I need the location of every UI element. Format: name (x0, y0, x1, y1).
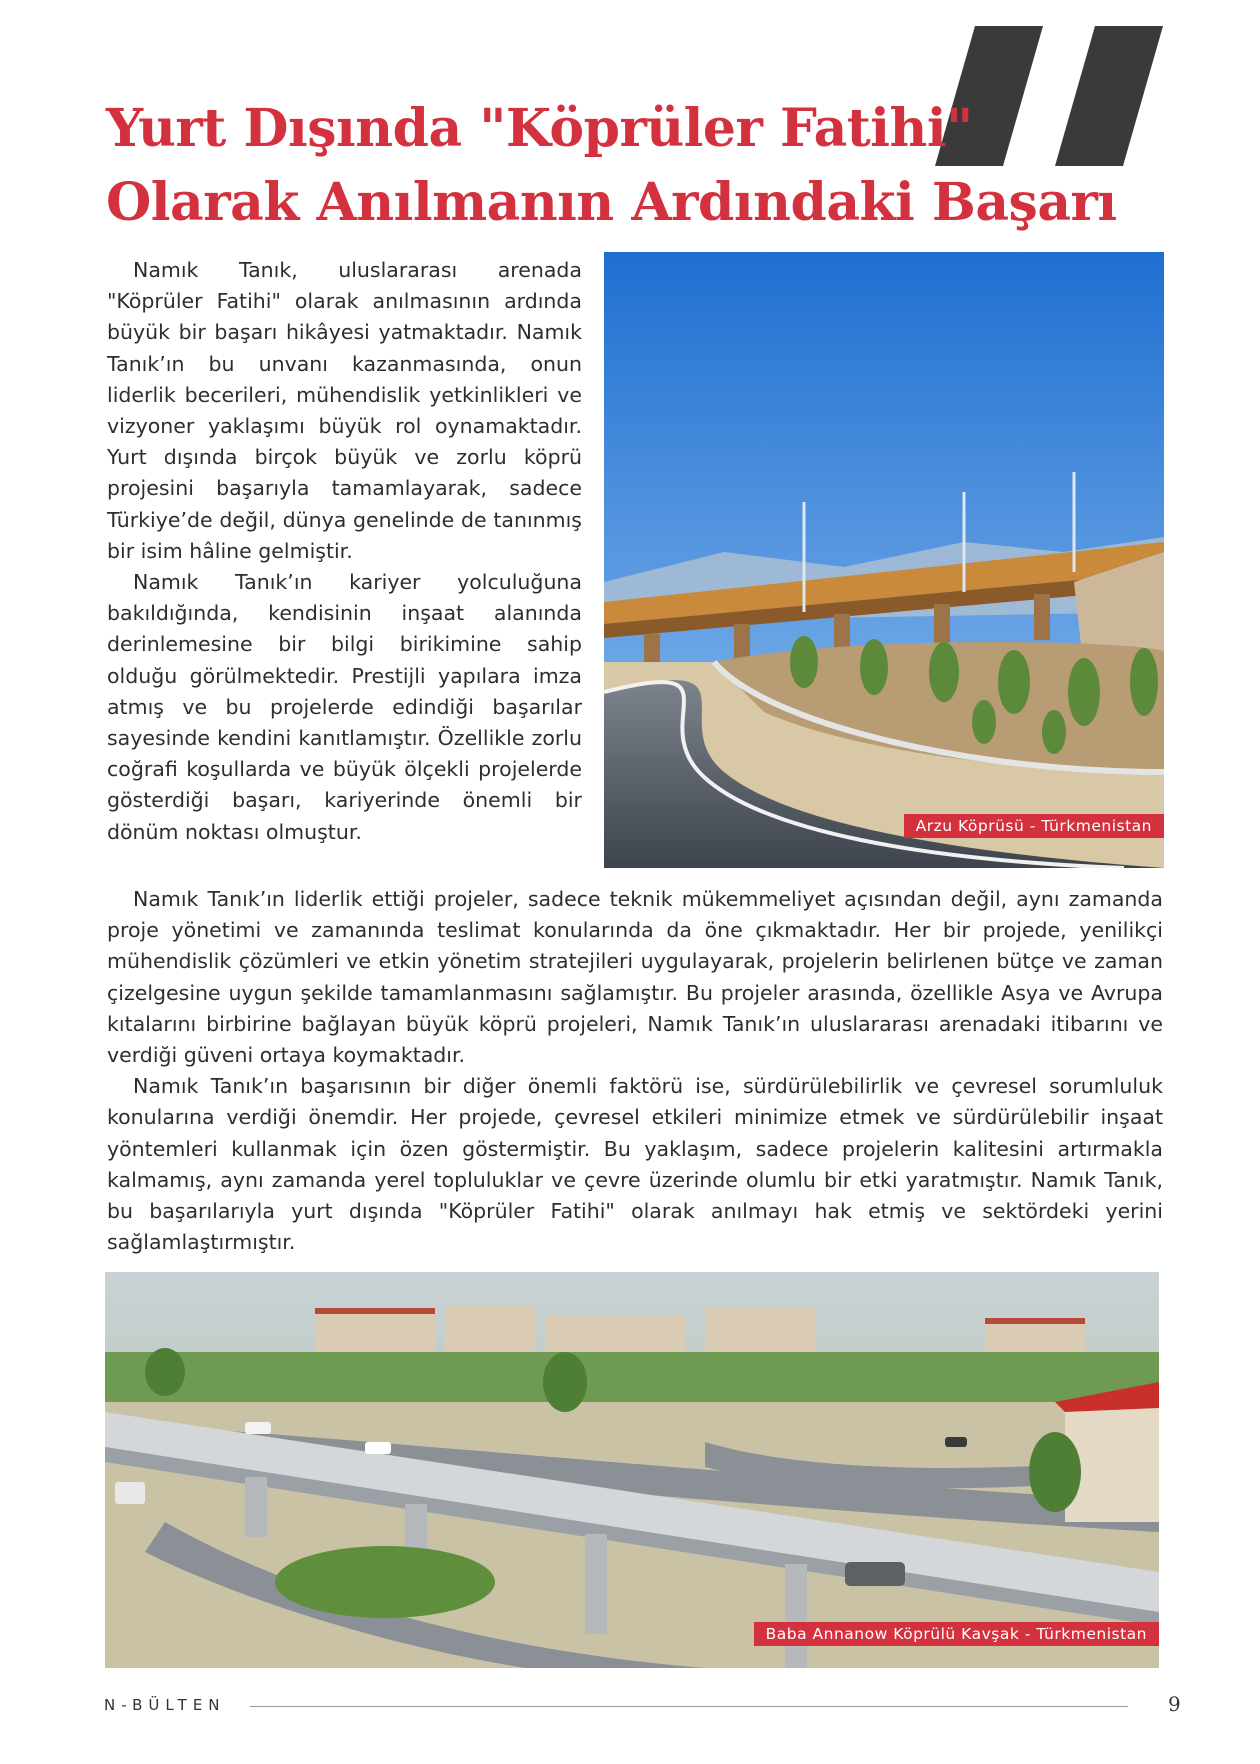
title-line-2: Olarak Anılmanın Ardındaki Başarı (106, 172, 1117, 233)
arzu-bridge-image (604, 252, 1164, 868)
photo-baba-annanow-interchange (105, 1272, 1159, 1668)
paragraph: Namık Tanık’ın başarısının bir diğer önemli faktörü ise, sürdürülebilirlik ve çevresel sorumluluk konularına verdiği önemdir. Her projede, çevresel etkileri minimize etmek ve sürdürülebilir inşaat yöntemleri kullanmak için özen göstermiştir. Bu yaklaşım, sadece projelerin kalitesini artırmakla kalmamış, aynı zamanda yerel topluluklar ve çevre üzerinde olumlu bir etki yaratmıştır. Namık Tanık, bu başarılarıyla yurt dışında "Köprüler Fatihi" olarak anılmayı hak etmiş ve sektördeki yerini sağlamlaştırmıştır. (107, 1074, 1163, 1255)
paragraph: Namık Tanık, uluslararası arenada "Köprüler Fatihi" olarak anılmasının ardında büyük bir başarı hikâyesi yatmaktadır. Namık Tanık’ın bu unvanı kazanmasında, onun liderlik becerileri, mühendislik yetkinlikleri ve vizyoner yaklaşımı büyük rol oynamaktadır. Yurt dışında birçok büyük ve zorlu köprü projesini başarıyla tamamlayarak, sadece Türkiye’de değil, dünya genelinde de tanınmış bir isim hâline gelmiştir. (107, 258, 582, 563)
title-line-1: Yurt Dışında "Köprüler Fatihi" (106, 98, 973, 159)
article-title (106, 92, 1117, 240)
paragraph: Namık Tanık’ın kariyer yolculuğuna bakıldığında, kendisinin inşaat alanında derinlemesine bir bilgi birikimine sahip olduğu görülmektedir. Prestijli yapılara imza atmış ve bu projelerde edindiği başarılar sayesinde kendini kanıtlamıştır. Özellikle zorlu coğrafi koşullarda ve büyük ölçekli projelerde gösterdiği başarı, kariyerinde önemli bir dönüm noktası olmuştur. (107, 570, 582, 844)
page-number: 9 (1168, 1692, 1181, 1716)
footer-divider (250, 1706, 1128, 1707)
paragraph: Namık Tanık’ın liderlik ettiği projeler, sadece teknik mükemmeliyet açısından değil, aynı zamanda proje yönetimi ve zamanında teslimat konularında da öne çıkmaktadır. Her bir projede, yenilikçi mühendislik çözümleri ve etkin yönetim stratejileri uygulayarak, projelerin belirlenen bütçe ve zaman çizelgesine uygun şekilde tamamlanmasını sağlamıştır. Bu projeler arasında, özellikle Asya ve Avrupa kıtalarını birbirine bağlayan büyük köprü projeleri, Namık Tanık’ın uluslararası arenadaki itibarını ve verdiği güveni ortaya koymaktadır. (107, 887, 1163, 1068)
photo1-caption: Arzu Köprüsü - Türkmenistan (904, 814, 1164, 838)
photo-arzu-bridge (604, 252, 1164, 868)
photo2-caption: Baba Annanow Köprülü Kavşak - Türkmenistan (754, 1622, 1159, 1646)
interchange-image (105, 1272, 1159, 1668)
footer-brand: N-BÜLTEN (104, 1696, 226, 1714)
column-text (107, 255, 582, 848)
full-width-text (107, 884, 1163, 1258)
